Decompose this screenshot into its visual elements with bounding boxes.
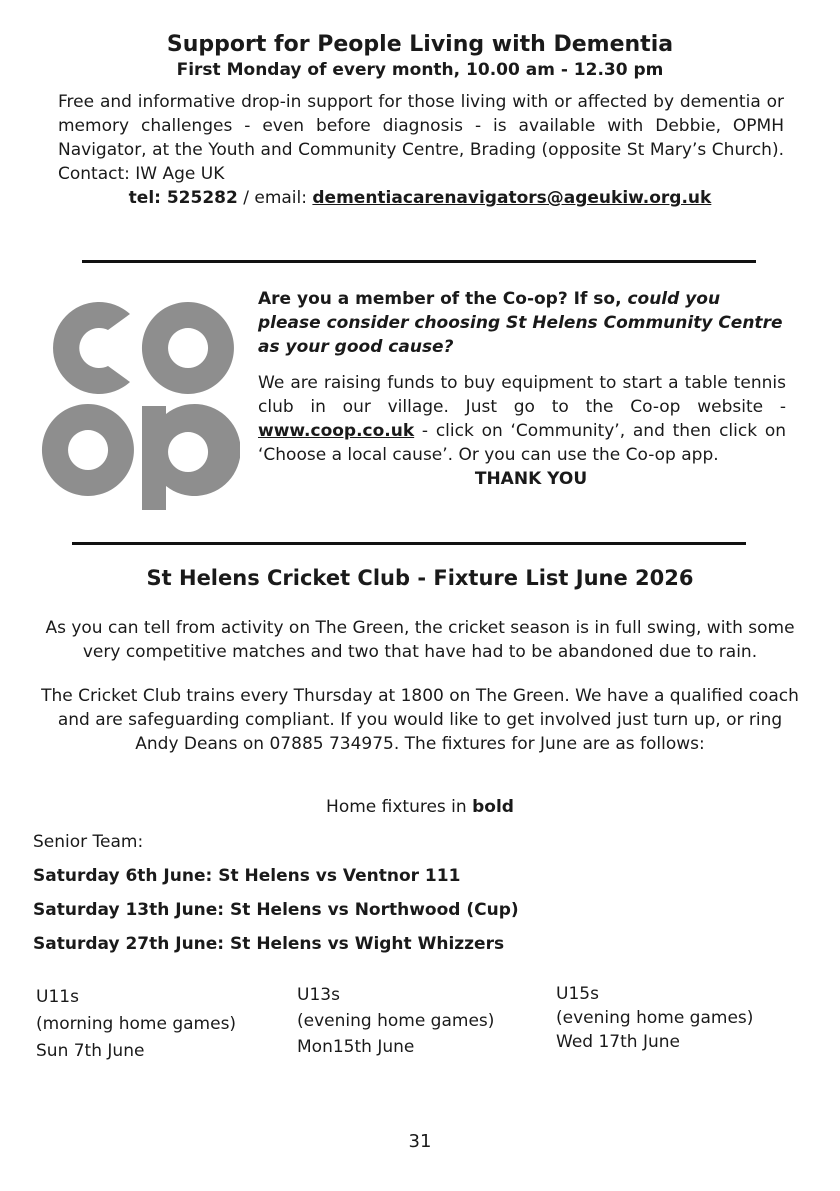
senior-fixture-3: Saturday 27th June: St Helens vs Wight Whizzers [33, 934, 505, 954]
home-fixtures-note [0, 795, 840, 819]
youth-column-u13 [297, 982, 537, 1060]
coop-body-start: We are raising funds to buy equipment to start a table tennis club in our village. Just go to the Co-op website - [258, 373, 786, 417]
coop-logo [38, 296, 240, 510]
senior-fixture-2: Saturday 13th June: St Helens vs Northwood (Cup) [33, 900, 519, 920]
youth-note: (evening home games) [556, 1008, 754, 1028]
coop-question [258, 287, 786, 359]
coop-thanks: THANK YOU [474, 469, 588, 489]
youth-team: U15s [556, 984, 599, 1004]
coop-question-lead: Are you a member of the Co-op? If so, [258, 289, 628, 309]
youth-team: U11s [36, 987, 79, 1007]
dementia-schedule: First Monday of every month, 10.00 am - 12.30 pm [176, 60, 664, 80]
coop-website-link[interactable]: www.coop.co.uk [258, 421, 415, 441]
coop-body-end: - click on ‘Community’, and then click on ‘Choose a local cause’. Or you can use the Co-op app. [258, 421, 786, 465]
coop-logo-icon [38, 296, 240, 510]
home-fixtures-prefix: Home fixtures in [326, 797, 473, 817]
youth-date: Wed 17th June [556, 1032, 680, 1052]
senior-fixture-1: Saturday 6th June: St Helens vs Ventnor 111 [33, 866, 461, 886]
youth-team: U13s [297, 985, 340, 1005]
page-number: 31 [408, 1131, 432, 1152]
dementia-body: Free and informative drop-in support for those living with or affected by dementia or memory challenges - even before diagnosis - is available with Debbie, OPMH Navigator, at the Youth and Community Centre, Brading (opposite St Mary’s Church). Contact: IW Age UK [58, 92, 784, 184]
youth-note: (evening home games) [297, 1011, 495, 1031]
home-fixtures-bold: bold [472, 797, 514, 817]
youth-note: (morning home games) [36, 1014, 237, 1034]
coop-question-italic: could you please consider choosing St Helens Community Centre as your good cause? [258, 289, 783, 357]
youth-date: Sun 7th June [36, 1041, 145, 1061]
senior-team-label: Senior Team: [33, 832, 144, 852]
divider-1 [82, 260, 756, 263]
dementia-title: Support for People Living with Dementia [166, 32, 674, 57]
youth-date: Mon15th June [297, 1037, 415, 1057]
dementia-email-separator: / email: [237, 188, 313, 208]
divider-2 [72, 542, 746, 545]
cricket-para-2: The Cricket Club trains every Thursday at 1800 on The Green. We have a qualified coach and are safeguarding compliant. If you would like to get involved just turn up, or ring Andy Deans on 07885 734975. The fixtures for June are as follows: [41, 686, 799, 754]
cricket-para-1: As you can tell from activity on The Green, the cricket season is in full swing, with some very competitive matches and two that have had to be abandoned due to rain. [45, 618, 795, 662]
dementia-contact [0, 186, 840, 210]
dementia-email-link[interactable]: dementiacarenavigators@ageukiw.org.uk [312, 188, 712, 208]
youth-column-u15 [556, 982, 796, 1054]
cricket-title: St Helens Cricket Club - Fixture List June 2026 [146, 566, 694, 590]
dementia-tel: tel: 525282 [128, 188, 238, 208]
coop-body [258, 371, 786, 467]
youth-column-u11 [36, 984, 276, 1065]
